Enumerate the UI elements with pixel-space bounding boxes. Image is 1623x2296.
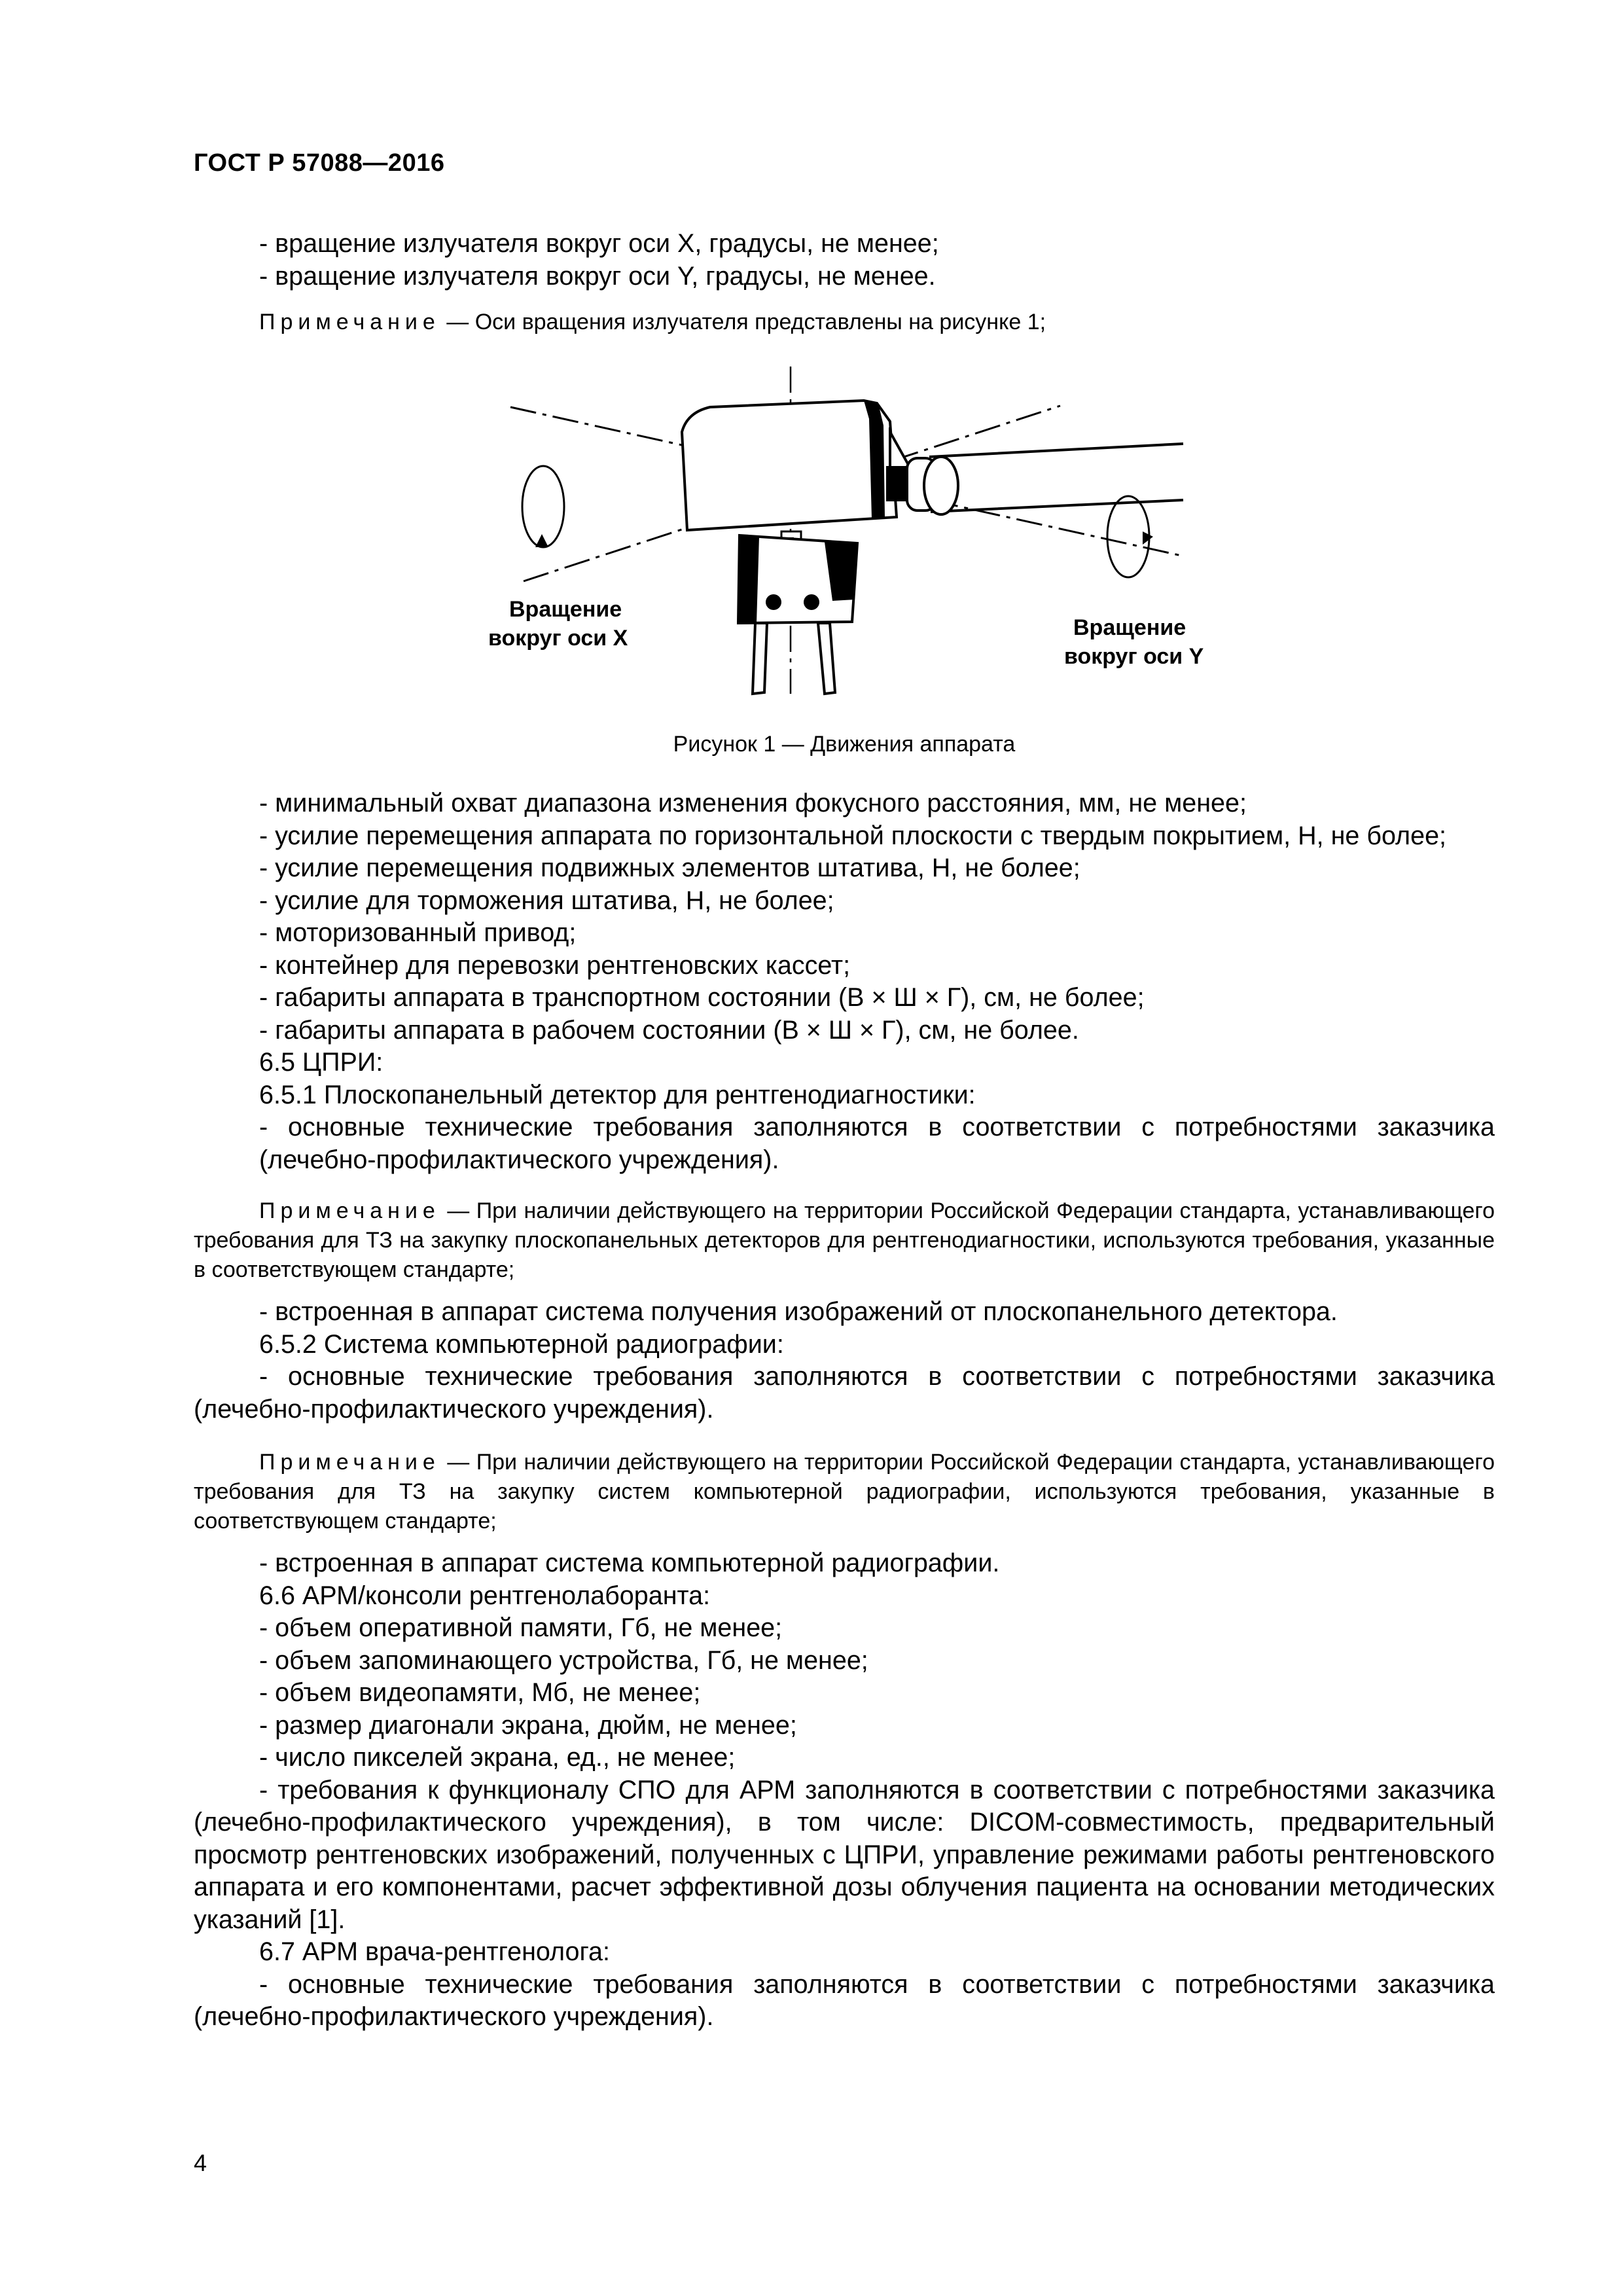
- knob-right: [804, 594, 819, 610]
- handle-left: [753, 623, 767, 694]
- list-item: - минимальный охват диапазона изменения фокусного расстояния, мм, не менее;: [259, 789, 1247, 817]
- emitter-housing: [682, 401, 897, 530]
- arm-end: [924, 457, 958, 514]
- note-label: Примечание: [259, 1450, 440, 1475]
- list-item: - встроенная в аппарат система компьютерной радиографии.: [259, 1549, 1000, 1577]
- list-item: - габариты аппарата в рабочем состоянии (В × Ш × Г), см, не более.: [259, 1015, 1079, 1045]
- list-item: - усилие перемещения аппарата по горизонтальной плоскости с твердым покрытием, Н, не более;: [259, 821, 1447, 850]
- subsection-heading: 6.5.1 Плоскопанельный детектор для рентгенодиагностики:: [259, 1080, 976, 1109]
- handle-right: [818, 623, 835, 694]
- label-y-line2: вокруг оси Y: [1064, 644, 1204, 669]
- requirement-text: - требования к функционалу СПО для АРМ заполняются в соответствии с потребностями заказчика (лечебно-профилактического учреждения), в том числе: DICOM-совместимость, предварительный просмотр рентгеновских изображений, полученных с ЦПРИ, управление режимами работы рентгеновского аппарата и его компонентами, расчет эффективной дозы облучения пациента на основании методических указаний [1].: [194, 1775, 1495, 1934]
- list-item: - вращение излучателя вокруг оси X, градусы, не менее;: [259, 229, 939, 258]
- list-item: - встроенная в аппарат система получения изображений от плоскопанельного детектора.: [259, 1297, 1338, 1326]
- list-item: - моторизованный привод;: [259, 918, 577, 947]
- requirement-text: - основные технические требования заполняются в соответствии с потребностями заказчика (лечебно-профилактического учреждения).: [259, 1113, 1495, 1174]
- list-item: - контейнер для перевозки рентгеновских кассет;: [259, 950, 851, 980]
- knob-left: [766, 594, 781, 610]
- list-item: - усилие перемещения подвижных элементов штатива, Н, не более;: [259, 853, 1080, 882]
- equipment-list: [194, 787, 1495, 1176]
- subsection-heading: 6.5.2 Система компьютерной радиографии:: [259, 1329, 784, 1359]
- list-item: - усилие для торможения штатива, Н, не более;: [259, 886, 834, 915]
- note-text: — При наличии действующего на территории Российской Федерации стандарта, устанавливающего требования для ТЗ на закупку плоскопанельных детекторов для рентгенодиагностики, используются требования, указанные в соответствующем стандарте;: [194, 1198, 1495, 1282]
- note-label: Примечание: [259, 1198, 440, 1223]
- requirement-text: - основные технические требования заполняются в соответствии с потребностями заказчика (лечебно-профилактического учреждения).: [194, 1969, 1495, 2031]
- requirement-paragraph: [194, 1111, 1495, 1176]
- list-item: - объем запоминающего устройства, Гб, не менее;: [259, 1645, 868, 1675]
- collimator-left-shade: [738, 535, 759, 623]
- figure-caption: Рисунок 1 — Движения аппарата: [673, 732, 1016, 757]
- label-y-line1: Вращение: [1073, 615, 1186, 640]
- section-heading: 6.5 ЦПРИ:: [259, 1048, 383, 1077]
- list-item: - размер диагонали экрана, дюйм, не менее;: [259, 1710, 797, 1740]
- rotation-x-icon: [522, 466, 564, 547]
- intro-list: [194, 228, 1495, 293]
- arm-connector: [886, 466, 908, 501]
- requirement-paragraph: [194, 1774, 1495, 1937]
- support-arm: [929, 444, 1183, 512]
- list-item: - габариты аппарата в транспортном состоянии (В × Ш × Г), см, не более;: [259, 983, 1145, 1012]
- emitter-diagram: [471, 367, 1270, 720]
- label-x-line1: Вращение: [509, 597, 622, 622]
- note-label: Примечание: [259, 310, 440, 334]
- list-item: - число пикселей экрана, ед., не менее;: [259, 1743, 736, 1772]
- list-item: - объем видеопамяти, Мб, не менее;: [259, 1678, 701, 1707]
- note-2: [194, 1196, 1495, 1285]
- note-3: [194, 1448, 1495, 1536]
- rotation-y-icon: [1107, 496, 1153, 577]
- section-heading: 6.7 АРМ врача-рентгенолога:: [259, 1937, 610, 1966]
- document-header: ГОСТ Р 57088—2016: [194, 149, 445, 177]
- section-66: [194, 1547, 1495, 2034]
- list-item: - объем оперативной памяти, Гб, не менее;: [259, 1613, 783, 1642]
- note-text: — При наличии действующего на территории Российской Федерации стандарта, устанавливающего требования для ТЗ на закупку систем компьютерной радиографии, используются требования, указанные в соответствующем стандарте;: [194, 1450, 1495, 1534]
- requirement-paragraph: [194, 1969, 1495, 2034]
- requirement-text: - основные технические требования заполняются в соответствии с потребностями заказчика (лечебно-профилактического учреждения).: [194, 1362, 1495, 1424]
- page-number: 4: [194, 2149, 207, 2176]
- section-heading: 6.6 АРМ/консоли рентгенолаборанта:: [259, 1581, 711, 1610]
- list-item: - вращение излучателя вокруг оси Y, градусы, не менее.: [259, 261, 936, 291]
- note-text: — Оси вращения излучателя представлены на рисунке 1;: [440, 310, 1046, 334]
- requirement-paragraph: [194, 1361, 1495, 1426]
- label-x-line2: вокруг оси X: [488, 626, 628, 651]
- section-652: [194, 1296, 1495, 1426]
- note-1: [194, 308, 1495, 337]
